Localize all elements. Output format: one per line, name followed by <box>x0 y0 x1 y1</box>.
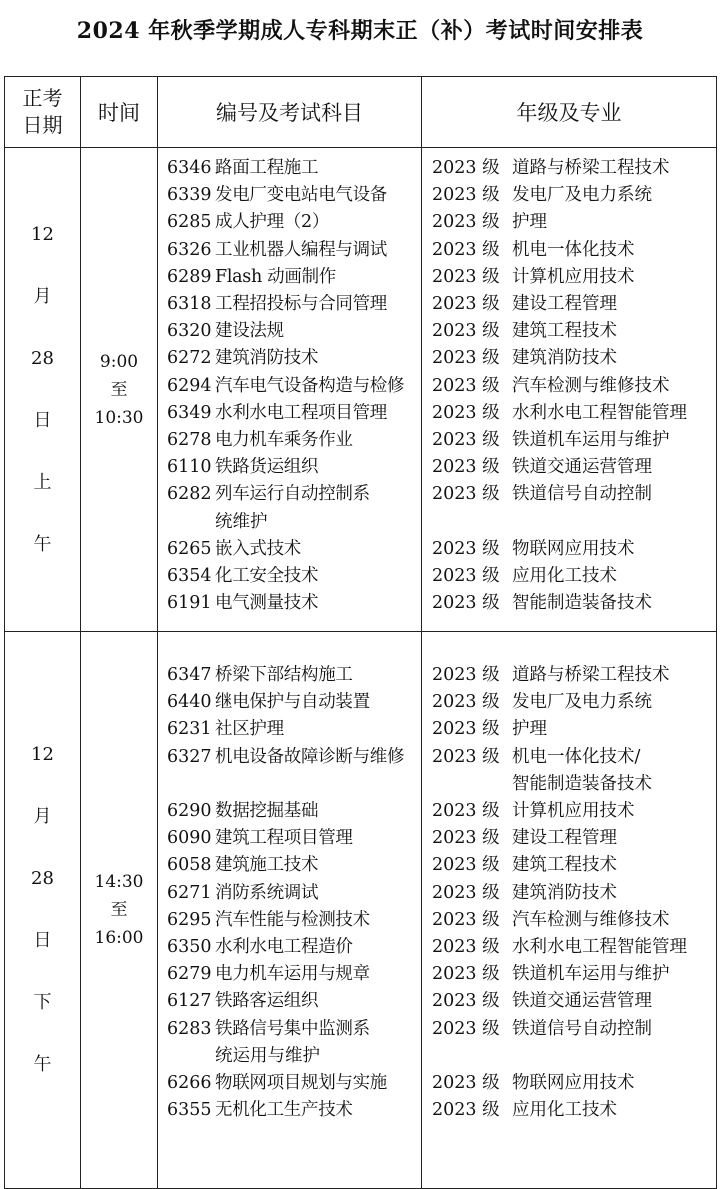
subject-item <box>158 209 421 236</box>
date-char: 上 <box>33 471 52 493</box>
subject-item <box>158 1016 421 1043</box>
major-name: 建设工程管理 <box>512 828 617 849</box>
subject-item <box>158 907 421 934</box>
major-name: 应用化工技术 <box>512 566 617 587</box>
subject-item <box>158 988 421 1015</box>
major-item <box>422 237 716 264</box>
major-list-cell <box>422 148 717 632</box>
subject-item <box>158 264 421 291</box>
subject-code: 6349 <box>167 402 212 423</box>
grade-label: 2023 级 <box>432 348 500 369</box>
subject-item <box>158 237 421 264</box>
subject-name: 机电设备故障诊断与维修 <box>215 746 405 767</box>
major-item <box>422 1070 716 1097</box>
header-date <box>5 77 81 148</box>
subject-item <box>158 825 421 852</box>
major-name: 道路与桥梁工程技术 <box>512 158 670 178</box>
header-row <box>5 77 717 148</box>
major-name-continued: 智能制造装备技术 <box>512 773 652 794</box>
subject-item <box>158 880 421 907</box>
subject-item <box>158 400 421 427</box>
major-item <box>422 825 716 852</box>
major-name: 铁道机车运用与维护 <box>512 430 670 451</box>
grade-label: 2023 级 <box>432 566 500 587</box>
major-item <box>422 744 716 771</box>
subject-name: 建设法规 <box>215 321 284 342</box>
session-row <box>5 148 717 632</box>
grade-label: 2023 级 <box>432 457 500 478</box>
header-date-line2: 日期 <box>22 113 63 137</box>
subject-item <box>158 291 421 318</box>
subject-code: 6283 <box>167 1018 212 1039</box>
major-name: 建设工程管理 <box>512 294 617 315</box>
subject-item <box>158 155 421 182</box>
subject-item <box>158 744 421 771</box>
subject-name: 汽车性能与检测技术 <box>215 909 370 930</box>
major-name: 发电厂及电力系统 <box>512 185 652 206</box>
major-name: 建筑工程技术 <box>512 321 617 342</box>
subject-code: 6231 <box>167 719 212 740</box>
session-time-cell <box>81 632 158 1189</box>
subject-item <box>158 563 421 590</box>
subject-item <box>158 590 421 617</box>
grade-label: 2023 级 <box>432 375 500 396</box>
page-title: 2024 年秋季学期成人专科期末正（补）考试时间安排表 <box>76 18 644 44</box>
major-name: 建筑工程技术 <box>512 855 617 876</box>
major-item <box>422 1097 716 1124</box>
subject-name-continued: 统运用与维护 <box>215 1045 320 1066</box>
time-end: 10:30 <box>94 407 144 428</box>
subject-code: 6354 <box>167 566 212 587</box>
major-name: 发电厂及电力系统 <box>512 692 652 713</box>
grade-label: 2023 级 <box>432 746 500 767</box>
subject-list-cell <box>158 632 422 1189</box>
date-char: 午 <box>33 533 52 555</box>
subject-code: 6318 <box>167 294 212 315</box>
major-name: 物联网应用技术 <box>512 1073 635 1094</box>
subject-name: 数据挖掘基础 <box>215 801 319 821</box>
grade-label: 2023 级 <box>432 212 500 233</box>
major-item <box>422 590 716 617</box>
subject-name: 化工安全技术 <box>215 566 319 587</box>
major-name: 汽车检测与维修技术 <box>512 375 670 396</box>
subject-code: 6272 <box>167 348 212 369</box>
time-start: 14:30 <box>94 872 144 892</box>
grade-label: 2023 级 <box>432 855 500 876</box>
subject-name: 建筑消防技术 <box>215 348 319 369</box>
subject-code: 6327 <box>167 746 212 767</box>
grade-label: 2023 级 <box>432 828 500 849</box>
subject-name: 嵌入式技术 <box>215 538 301 559</box>
exam-schedule-table <box>4 76 717 1189</box>
subject-name: 工程招投标与合同管理 <box>215 294 387 315</box>
time-sep: 至 <box>110 900 128 920</box>
subject-name: 水利水电工程项目管理 <box>215 402 387 423</box>
major-item <box>422 318 716 345</box>
subject-code: 6339 <box>167 185 212 206</box>
grade-label: 2023 级 <box>432 937 500 958</box>
subject-name: 路面工程施工 <box>215 158 319 178</box>
major-name: 机电一体化技术/ <box>512 746 641 767</box>
subject-item <box>158 798 421 825</box>
subject-name: 发电厂变电站电气设备 <box>215 185 387 206</box>
major-item <box>422 427 716 454</box>
date-char: 日 <box>33 930 52 951</box>
subject-name-continued: 统维护 <box>215 511 268 532</box>
subject-item <box>158 454 421 481</box>
major-name: 建筑消防技术 <box>512 348 617 369</box>
date-char: 日 <box>33 409 52 431</box>
subject-code: 6110 <box>167 457 212 478</box>
session-date-cell <box>5 632 81 1189</box>
subject-item <box>158 961 421 988</box>
date-char: 12 <box>31 744 54 765</box>
major-item <box>422 798 716 825</box>
subject-code: 6320 <box>167 321 212 342</box>
major-name: 铁道信号自动控制 <box>512 484 652 505</box>
subject-item <box>158 373 421 400</box>
grade-label: 2023 级 <box>432 239 500 260</box>
major-name: 铁道交通运营管理 <box>512 457 652 478</box>
subject-item <box>158 1097 421 1124</box>
grade-label: 2023 级 <box>432 321 500 342</box>
major-item <box>422 852 716 879</box>
grade-label: 2023 级 <box>432 185 500 206</box>
date-char: 28 <box>31 347 54 369</box>
major-item <box>422 880 716 907</box>
major-item <box>422 563 716 590</box>
major-item <box>422 454 716 481</box>
major-name: 道路与桥梁工程技术 <box>512 665 670 685</box>
subject-name: 桥梁下部结构施工 <box>215 665 353 685</box>
grade-label: 2023 级 <box>432 158 500 178</box>
major-item <box>422 264 716 291</box>
subject-code: 6265 <box>167 538 212 559</box>
grade-label: 2023 级 <box>432 882 500 903</box>
subject-code: 6289 <box>167 266 212 287</box>
subject-name: 成人护理（2） <box>215 212 330 233</box>
subject-code: 6090 <box>167 828 212 849</box>
major-name: 物联网应用技术 <box>512 538 635 559</box>
subject-name: 社区护理 <box>215 719 284 740</box>
subject-name: 水利水电工程造价 <box>215 937 353 958</box>
date-char: 月 <box>33 285 52 307</box>
subject-code: 6347 <box>167 665 212 685</box>
subject-code: 6266 <box>167 1073 212 1094</box>
major-name: 铁道信号自动控制 <box>512 1018 652 1039</box>
grade-label: 2023 级 <box>432 909 500 930</box>
date-char: 12 <box>31 223 54 245</box>
subject-name: 消防系统调试 <box>215 882 319 903</box>
major-name: 智能制造装备技术 <box>512 593 652 614</box>
subject-code: 6271 <box>167 882 212 903</box>
subject-item <box>158 536 421 563</box>
grade-label: 2023 级 <box>432 719 500 740</box>
grade-label: 2023 级 <box>432 964 500 985</box>
time-sep: 至 <box>110 379 128 400</box>
grade-label: 2023 级 <box>432 402 500 423</box>
date-char: 午 <box>33 1054 52 1075</box>
subject-name: 列车运行自动控制系 <box>215 484 370 505</box>
session-date-cell <box>5 148 81 632</box>
major-item <box>422 662 716 689</box>
major-item <box>422 182 716 209</box>
subject-item <box>158 934 421 961</box>
major-item <box>422 716 716 743</box>
major-item <box>422 400 716 427</box>
major-item <box>422 934 716 961</box>
grade-label: 2023 级 <box>432 991 500 1012</box>
major-item <box>422 291 716 318</box>
subject-code: 6294 <box>167 375 212 396</box>
subject-item <box>158 852 421 879</box>
grade-label: 2023 级 <box>432 294 500 315</box>
grade-label: 2023 级 <box>432 692 500 713</box>
date-char: 28 <box>31 868 54 889</box>
major-item <box>422 155 716 182</box>
major-item <box>422 1016 716 1043</box>
spacer-line <box>422 1043 716 1070</box>
major-name: 机电一体化技术 <box>512 239 635 260</box>
major-item <box>422 345 716 372</box>
time-start: 9:00 <box>99 351 139 372</box>
subject-code: 6285 <box>167 212 212 233</box>
major-name: 建筑消防技术 <box>512 882 617 903</box>
major-item <box>422 689 716 716</box>
subject-item <box>158 182 421 209</box>
subject-name: 建筑施工技术 <box>215 855 319 876</box>
subject-item <box>158 318 421 345</box>
subject-list-cell <box>158 148 422 632</box>
major-name: 计算机应用技术 <box>512 266 635 287</box>
subject-code: 6191 <box>167 593 212 614</box>
date-char: 月 <box>33 806 52 827</box>
major-name: 铁道机车运用与维护 <box>512 964 670 985</box>
grade-label: 2023 级 <box>432 801 500 822</box>
grade-label: 2023 级 <box>432 665 500 685</box>
subject-code: 6279 <box>167 964 212 985</box>
subject-name: 汽车电气设备构造与检修 <box>215 375 405 396</box>
grade-label: 2023 级 <box>432 430 500 451</box>
major-item <box>422 907 716 934</box>
major-list-cell <box>422 632 717 1189</box>
subject-name: 铁路货运组织 <box>215 457 319 478</box>
subject-item <box>158 689 421 716</box>
subject-name: 物联网项目规划与实施 <box>215 1073 387 1094</box>
session-row <box>5 632 717 1189</box>
subject-name: 建筑工程项目管理 <box>215 828 353 849</box>
subject-item <box>158 662 421 689</box>
grade-label: 2023 级 <box>432 484 500 505</box>
grade-label: 2023 级 <box>432 538 500 559</box>
major-name: 水利水电工程智能管理 <box>512 937 687 958</box>
major-item <box>422 961 716 988</box>
subject-name: 电力机车乘务作业 <box>215 430 353 451</box>
session-time-cell <box>81 148 158 632</box>
time-end: 16:00 <box>94 928 144 948</box>
grade-label: 2023 级 <box>432 266 500 287</box>
grade-label: 2023 级 <box>432 593 500 614</box>
subject-name: 电气测量技术 <box>215 593 319 614</box>
subject-name: 铁路信号集中监测系 <box>215 1018 370 1039</box>
subject-code: 6290 <box>167 801 212 821</box>
subject-name: 工业机器人编程与调试 <box>215 239 387 260</box>
major-name: 护理 <box>512 719 547 740</box>
spacer-line <box>422 509 716 536</box>
subject-code: 6326 <box>167 239 212 260</box>
subject-code: 6350 <box>167 937 212 958</box>
major-item <box>422 988 716 1015</box>
header-major: 年级及专业 <box>422 77 717 148</box>
major-name: 水利水电工程智能管理 <box>512 402 687 423</box>
major-name: 计算机应用技术 <box>512 801 635 822</box>
subject-code: 6127 <box>167 991 212 1012</box>
subject-item <box>158 1070 421 1097</box>
subject-item <box>158 716 421 743</box>
major-item <box>422 209 716 236</box>
subject-name: 铁路客运组织 <box>215 991 319 1012</box>
subject-name: Flash 动画制作 <box>215 266 336 287</box>
subject-code: 6282 <box>167 484 212 505</box>
grade-label: 2023 级 <box>432 1073 500 1094</box>
subject-code: 6355 <box>167 1100 212 1121</box>
major-name: 汽车检测与维修技术 <box>512 909 670 930</box>
grade-label: 2023 级 <box>432 1100 500 1121</box>
major-name: 应用化工技术 <box>512 1100 617 1121</box>
spacer-line <box>158 771 421 798</box>
major-name: 护理 <box>512 212 547 233</box>
grade-label: 2023 级 <box>432 1018 500 1039</box>
major-name: 铁道交通运营管理 <box>512 991 652 1012</box>
header-date-line1: 正考 <box>22 86 63 110</box>
major-item <box>422 481 716 508</box>
subject-item <box>158 481 421 508</box>
subject-code: 6346 <box>167 158 212 178</box>
subject-code: 6440 <box>167 692 212 713</box>
subject-name: 无机化工生产技术 <box>215 1100 353 1121</box>
date-char: 下 <box>33 992 52 1013</box>
header-subject: 编号及考试科目 <box>158 77 422 148</box>
subject-code: 6295 <box>167 909 212 930</box>
subject-name: 继电保护与自动装置 <box>215 692 370 713</box>
subject-name: 电力机车运用与规章 <box>215 964 370 985</box>
major-item <box>422 536 716 563</box>
subject-code: 6278 <box>167 430 212 451</box>
major-item <box>422 373 716 400</box>
subject-code: 6058 <box>167 855 212 876</box>
header-time: 时间 <box>81 77 158 148</box>
subject-item <box>158 427 421 454</box>
subject-item <box>158 345 421 372</box>
